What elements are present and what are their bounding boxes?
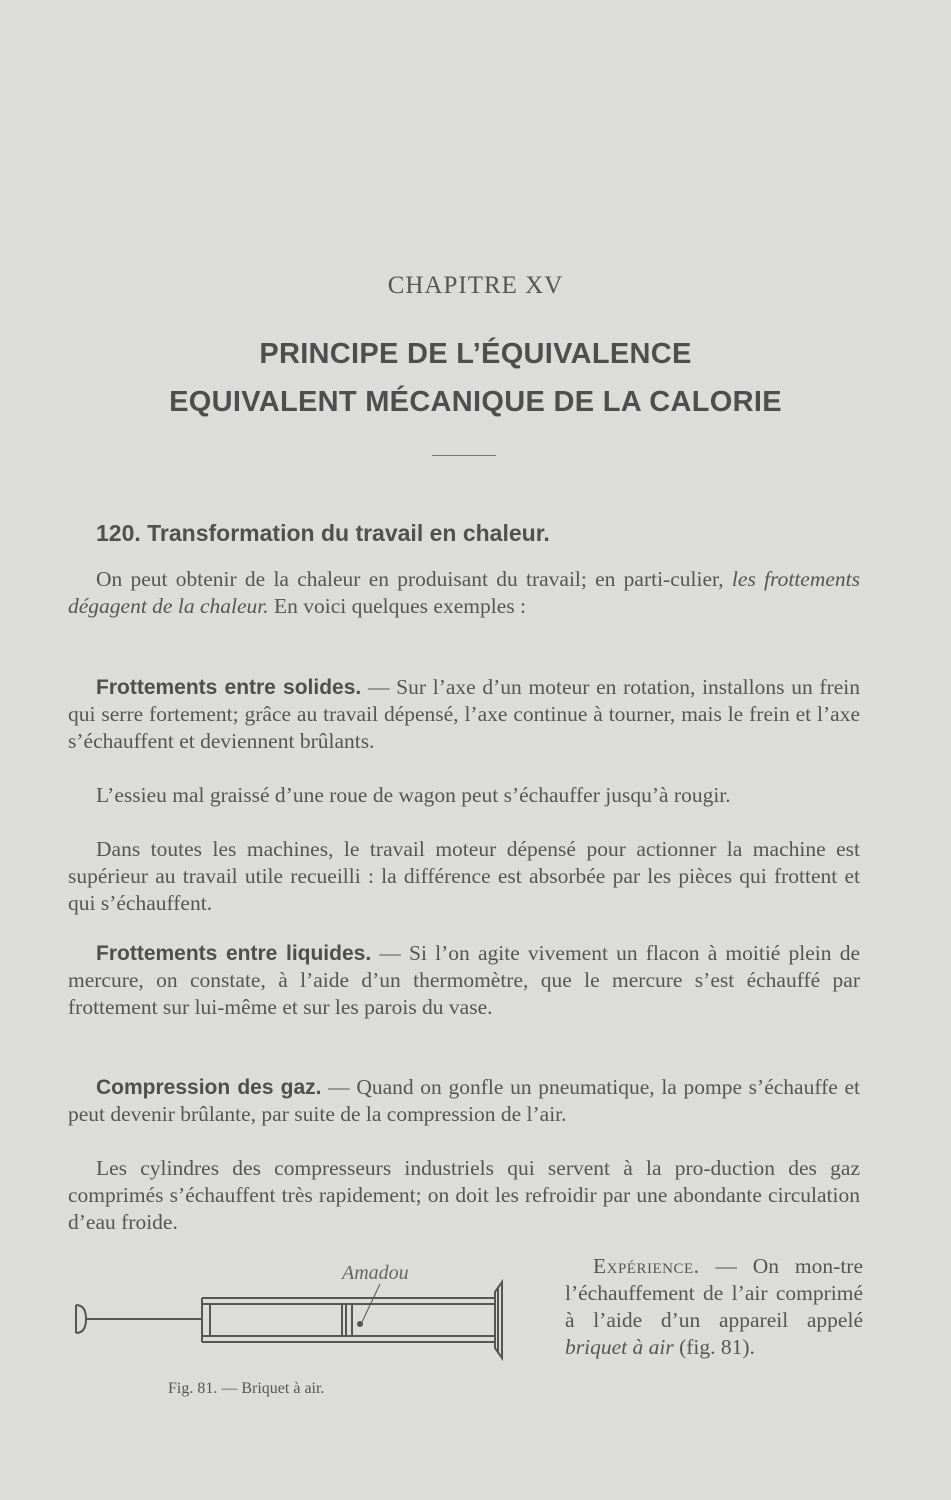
gaz-paragraph: [68, 1074, 860, 1128]
solides-paragraph-3: Dans toutes les machines, le travail moteur dépensé pour actionner la machine est supérieur au travail utile recueilli : la différence est absorbée par les pièces qui frottent et qui s’échauffent.: [68, 837, 860, 915]
tinder-dot: [357, 1321, 363, 1327]
chapter-number: CHAPITRE XV: [387, 272, 564, 299]
chapter-title-line2: EQUIVALENT MÉCANIQUE DE LA CALORIE: [169, 386, 782, 418]
experience-paragraph: [565, 1253, 863, 1361]
intro-italic: les frottements dégagent de la chaleur.: [68, 567, 860, 618]
experience-label: Expérience.: [593, 1254, 700, 1278]
intro-text-1: On peut obtenir de la chaleur en produisant du travail; en parti-culier,: [96, 567, 732, 591]
intro-text-2: En voici quelques exemples :: [268, 594, 526, 618]
experience-text-1: — On mon-tre l’échauffement de l’air comprimé à l’aide d’un appareil appelé: [565, 1254, 863, 1332]
liquides-paragraph: [68, 940, 860, 1021]
experience-italic: briquet à air: [565, 1335, 674, 1359]
gaz-lead: Compression des gaz.: [96, 1076, 322, 1099]
intro-paragraph: [68, 566, 860, 620]
liquides-lead: Frottements entre liquides.: [96, 942, 372, 965]
experience-text-2: (fig. 81).: [673, 1335, 755, 1359]
figure-label-amadou: Amadou: [342, 1262, 409, 1284]
section-heading: 120. Transformation du travail en chaleur.: [96, 520, 550, 546]
solides-text: — Sur l’axe d’un moteur en rotation, installons un frein qui serre fortement; grâce au travail dépensé, l’axe continue à tourner, mais le frein et l’axe s’échauffent et deviennent brûlants.: [68, 675, 860, 753]
gaz-paragraph-2: Les cylindres des compresseurs industriels qui servent à la pro-duction des gaz comprimés s’échauffent très rapidement; on doit les refroidir par une abondante circulation d’eau froide.: [68, 1156, 860, 1234]
chapter-title-line1: PRINCIPE DE L’ÉQUIVALENCE: [259, 338, 692, 370]
solides-lead: Frottements entre solides.: [96, 676, 362, 699]
title-divider: [432, 455, 496, 456]
solides-paragraph: [68, 674, 860, 755]
gaz-text: — Quand on gonfle un pneumatique, la pompe s’échauffe et peut devenir brûlante, par suite de la compression de l’air.: [68, 1075, 860, 1126]
air-lighter-figure: [70, 1262, 520, 1372]
figure-caption: Fig. 81. — Briquet à air.: [168, 1380, 325, 1397]
liquides-text: — Si l’on agite vivement un flacon à moitié plein de mercure, on constate, à l’aide d’un thermomètre, que le mercure s’est échauffé par frottement sur lui-même et sur les parois du vase.: [68, 941, 860, 1019]
solides-paragraph-2: L’essieu mal graissé d’une roue de wagon peut s’échauffer jusqu’à rougir.: [96, 783, 731, 807]
